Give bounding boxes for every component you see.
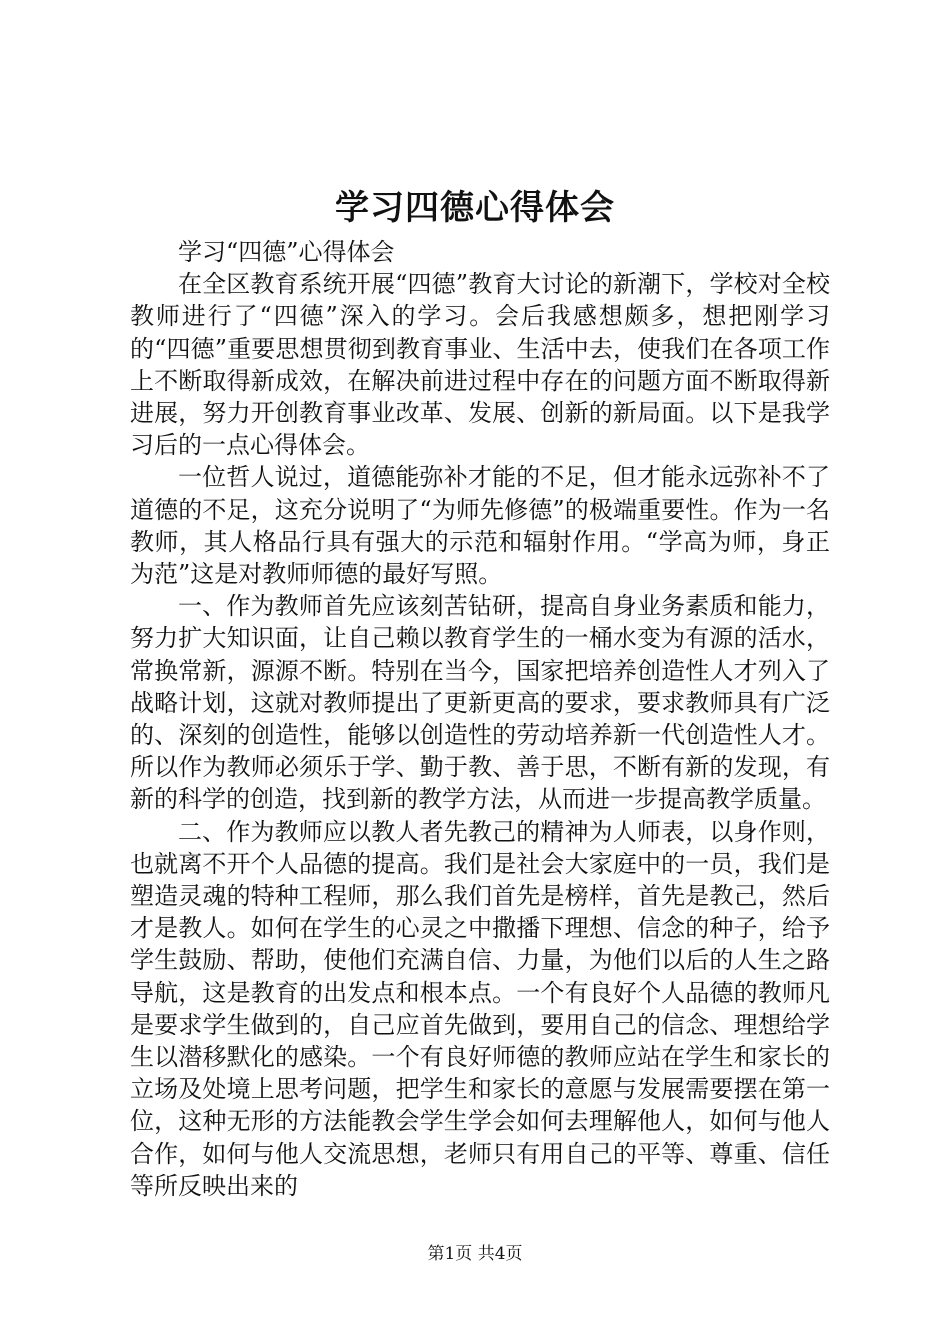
paragraph-philosopher-quote: 一位哲人说过，道德能弥补才能的不足，但才能永远弥补不了道德的不足，这充分说明了“为师先修德”的极端重要性。作为一名教师，其人格品行具有强大的示范和辐射作用。“学高为师，身正为范”这是对教师师德的最好写照。 <box>130 463 830 589</box>
document-title: 学习四德心得体会 <box>335 188 615 228</box>
paragraph-point-two: 二、作为教师应以教人者先教己的精神为人师表，以身作则，也就离不开个人品德的提高。我们是社会大家庭中的一员，我们是塑造灵魂的特种工程师，那么我们首先是榜样，首先是教己，然后才是教人。如何在学生的心灵之中撒播下理想、信念的种子，给予学生鼓励、帮助，使他们充满自信、力量，为他们以后的人生之路导航，这是教育的出发点和根本点。一个有良好个人品德的教师凡是要求学生做到的，自己应首先做到，要用自己的信念、理想给学生以潜移默化的感染。一个有良好师德的教师应站在学生和家长的立场及处境上思考问题，把学生和家长的意愿与发展需要摆在第一位，这种无形的方法能教会学生学会如何去理解他人，如何与他人合作，如何与他人交流思想，老师只有用自己的平等、尊重、信任等所反映出来的 <box>130 817 830 1200</box>
paragraph-subtitle: 学习“四德”心得体会 <box>178 238 395 266</box>
page-footer: 第1页 共4页 <box>427 1244 523 1264</box>
paragraph-intro: 在全区教育系统开展“四德”教育大讨论的新潮下，学校对全校教师进行了“四德”深入的学习。会后我感想颇多，想把刚学习的“四德”重要思想贯彻到教育事业、生活中去，使我们在各项工作上不断取得新成效，在解决前进过程中存在的问题方面不断取得新进展，努力开创教育事业改革、发展、创新的新局面。以下是我学习后的一点心得体会。 <box>130 270 830 460</box>
paragraph-point-one: 一、作为教师首先应该刻苦钻研，提高自身业务素质和能力，努力扩大知识面，让自己赖以教育学生的一桶水变为有源的活水，常换常新，源源不断。特别在当今，国家把培养创造性人才列入了战略计划，这就对教师提出了更新更高的要求，要求教师具有广泛的、深刻的创造性，能够以创造性的劳动培养新一代创造性人才。所以作为教师必须乐于学、勤于教、善于思，不断有新的发现，有新的科学的创造，找到新的教学方法，从而进一步提高教学质量。 <box>130 592 830 814</box>
document-body <box>130 236 830 1202</box>
